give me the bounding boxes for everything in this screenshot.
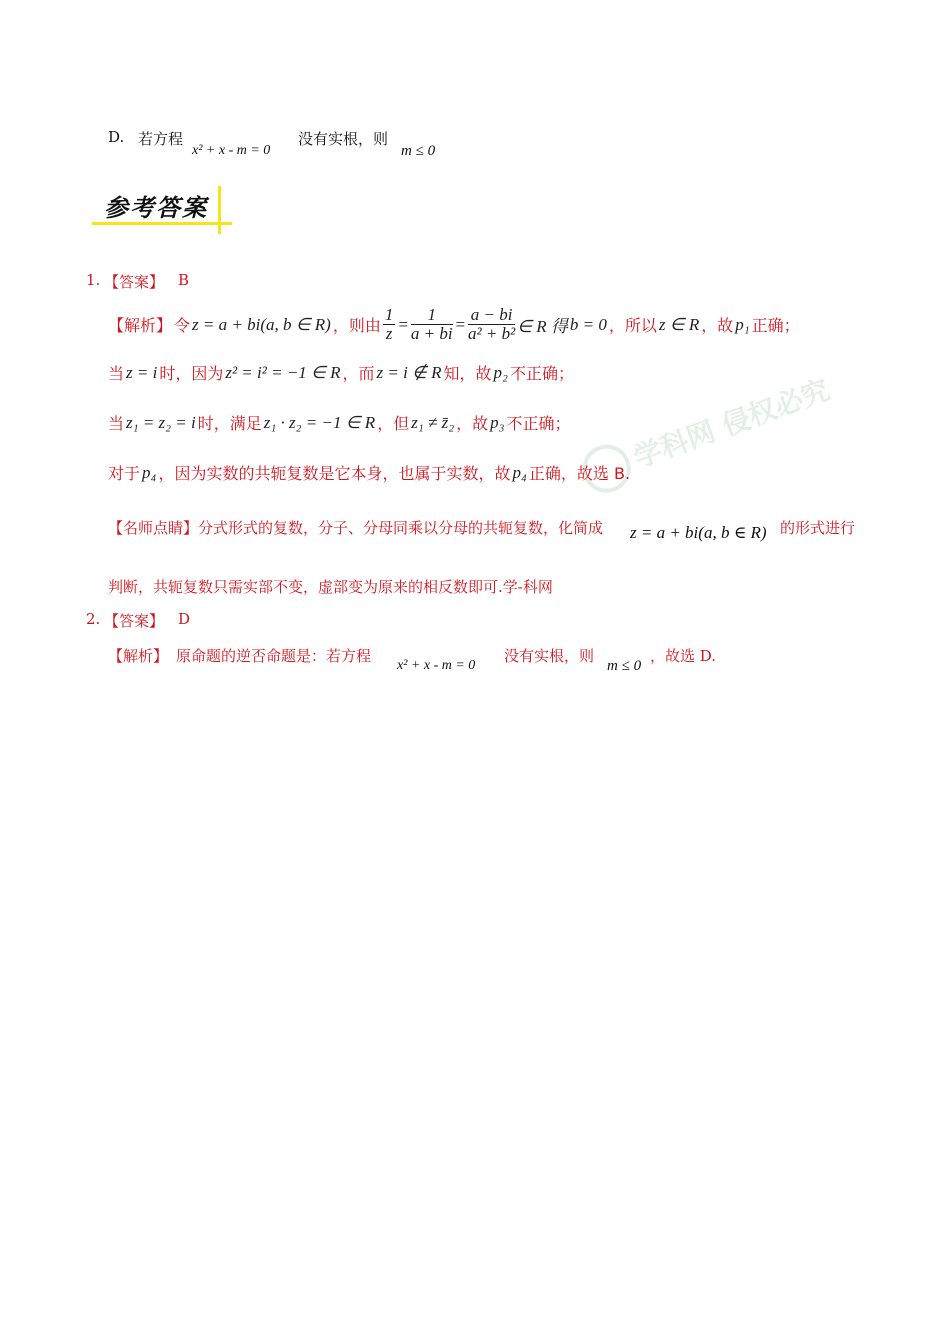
- option-d-text: 若方程: [138, 130, 184, 148]
- q1-l2-f: z = i ∉ R: [376, 362, 442, 382]
- frac2-den: a + bi: [410, 324, 453, 343]
- q1-analysis-line1: [108, 306, 800, 343]
- frac2-num: 1: [411, 306, 453, 325]
- q2-text2: 没有实根，则: [504, 647, 595, 665]
- q1-l1-a: 令: [174, 316, 191, 335]
- option-d-equation: x² + x - m = 0: [192, 143, 271, 158]
- q1-l1-f: ，所以: [608, 316, 657, 335]
- q1-l1-j: 正确；: [751, 316, 800, 335]
- q1-analysis-line3: [108, 411, 571, 434]
- q1-l2-i: 不正确；: [509, 364, 574, 383]
- frac3-num: a − bi: [468, 306, 515, 325]
- q1-l1-c: ，则由: [332, 316, 381, 335]
- q1-l2-h: p₂: [493, 362, 508, 382]
- q1-l4-b: p₄: [142, 462, 157, 482]
- q1-l2-d: z² = i² = −1 ∈ R: [225, 362, 341, 382]
- q1-l3-e: ，但: [377, 414, 410, 433]
- eq-sign-1: =: [397, 314, 409, 334]
- option-d-text2: 没有实根，则: [298, 130, 389, 148]
- q1-l4-e: 正确，故选 B.: [528, 464, 631, 483]
- q2-condition: m ≤ 0: [607, 658, 642, 674]
- q1-number: 1.: [86, 271, 101, 289]
- q1-l4-a: 对于: [108, 464, 141, 483]
- answer-section-heading: [92, 186, 222, 222]
- q1-tip-tag: 【名师点睛】: [108, 519, 199, 537]
- frac3-den: a² + b²: [468, 324, 516, 343]
- q1-l4-c: ，因为实数的共轭复数是它本身，也属于实数，故: [158, 464, 511, 483]
- q1-l1-d: ∈ R 得: [517, 317, 568, 336]
- q1-l3-f: z₁ ≠ z̄₂: [411, 412, 455, 432]
- frac1-num: 1: [384, 305, 394, 324]
- q1-tip-math: z = a + bi(a, b ∈ R): [630, 523, 767, 542]
- q1-l3-i: 不正确；: [506, 414, 571, 433]
- q2-text1: 原命题的逆否命题是：若方程: [176, 647, 372, 665]
- q1-l1-h: ，故: [701, 316, 734, 335]
- heading-underline: [92, 222, 232, 225]
- option-d-label: D.: [108, 128, 125, 146]
- q1-tip-text3: 判断，共轭复数只需实部不变，虚部变为原来的相反数即可.学-科网: [108, 578, 553, 596]
- q1-l2-b: z = i: [126, 362, 158, 382]
- q1-l1-i: p₁: [735, 314, 750, 334]
- q1-analysis-tag: 【解析】: [108, 316, 173, 335]
- fraction-1: [383, 306, 396, 343]
- q1-l4-d: p₄: [512, 462, 527, 482]
- q1-tip-text1: 分式形式的复数，分子、分母同乘以分母的共轭复数，化简成: [198, 519, 604, 537]
- q1-l2-a: 当: [108, 364, 125, 383]
- q1-l1-b: z = a + bi(a, b ∈ R): [192, 314, 331, 334]
- q2-answer: D: [178, 610, 191, 628]
- q2-equation: x² + x - m = 0: [397, 658, 476, 673]
- q1-l3-h: p₃: [490, 412, 505, 432]
- fraction-3: [468, 306, 515, 343]
- watermark-text: 学科网 侵权必究: [629, 372, 834, 475]
- q2-text3: ，故选 D.: [650, 647, 717, 665]
- q1-analysis-line2: [108, 361, 574, 384]
- q1-analysis-line4: [108, 461, 630, 484]
- q1-l3-b: z₁ = z₂ = i: [126, 412, 196, 432]
- q1-l3-g: ，故: [456, 414, 489, 433]
- heading-vertical-bar: [218, 186, 221, 234]
- fraction-2: [411, 306, 453, 343]
- q1-l3-d: z₁ · z₂ = −1 ∈ R: [263, 412, 376, 432]
- q1-l1-g: z ∈ R: [658, 314, 700, 334]
- q1-l2-g: 知，故: [443, 364, 492, 383]
- q1-l1-e: b = 0: [569, 314, 607, 334]
- q2-number: 2.: [86, 610, 101, 628]
- option-d-condition: m ≤ 0: [401, 143, 436, 159]
- eq-sign-2: =: [454, 314, 467, 334]
- q2-analysis-tag: 【解析】: [108, 647, 169, 665]
- q1-answer-tag: 【答案】: [104, 273, 165, 291]
- q1-l2-c: 时，因为: [159, 364, 224, 383]
- q1-answer: B: [178, 271, 190, 289]
- q2-answer-tag: 【答案】: [104, 612, 165, 630]
- q1-l2-e: ，而: [342, 364, 375, 383]
- heading-text: 参考答案: [104, 193, 208, 222]
- q1-tip-text2: 的形式进行: [780, 519, 856, 537]
- q1-l3-c: 时，满足: [197, 414, 262, 433]
- frac1-den: z: [385, 324, 393, 343]
- q1-l3-a: 当: [108, 414, 125, 433]
